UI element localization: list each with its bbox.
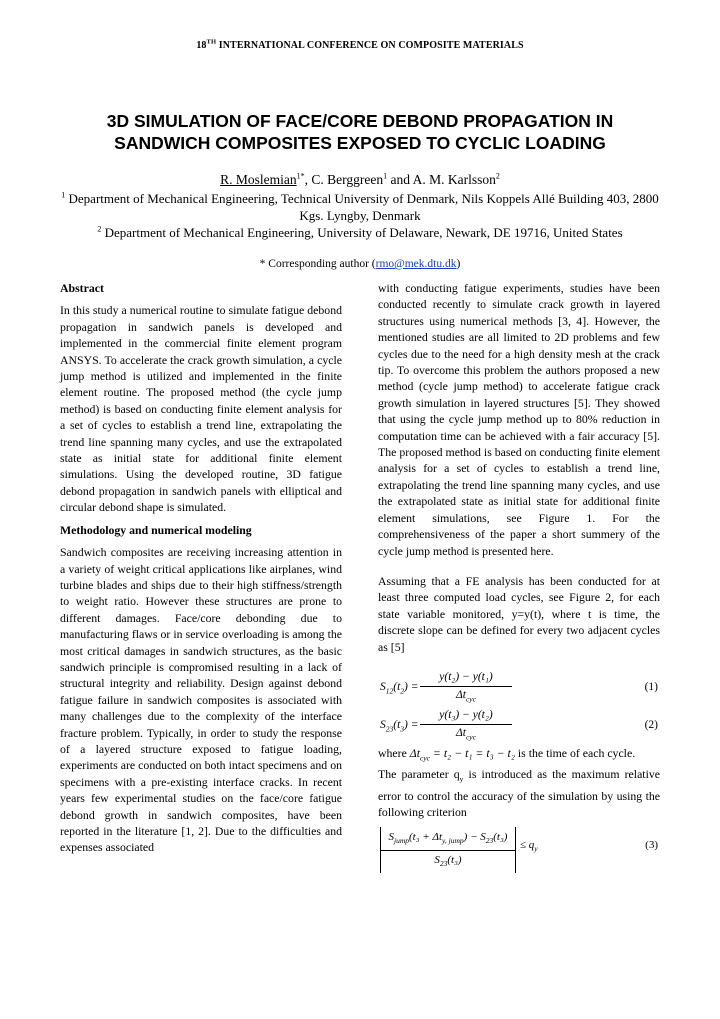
header-num: 18 [196, 40, 207, 51]
corresponding-author [0, 258, 720, 270]
eq1-numerator: y(t₂) − y(t₁) [420, 669, 512, 687]
right-para-1: with conducting fatigue experiments, studies have been conducted recently to simulate crack growth in layered structures using numerical methods [3, 4]. However, the mentioned studies are all limited to 2D problems and few cycles due to the need for a high density mesh at the crack tip. To overcome this problem the authors proposed a new method (cycle jump method) to accelerate fatigue crack growth simulation in layered structures [5]. They showed that using the cycle jump method up to 80% reduction in computation time can be achieved with a fair accuracy [5]. The proposed method is based on conducting finite element analysis for a set of cycles to establish a trend line, extrapolating the trend line spanning many cycles, and use the extrapolated state as initial state for additional finite element simulations, see Figure 1. For the comprehensiveness of the paper a short summery of the cycle jump method is presented here. [378, 281, 660, 558]
corresponding-email-link[interactable]: rmo@mek.dtu.dk [375, 258, 457, 270]
right-para-2: Assuming that a FE analysis has been conducted for at least three computed load cycles, see Figure 2, for each state variable monitored, y=y(t), where t is time, the discrete slope can be defined for every two adjacent cycles as [5] [378, 573, 660, 654]
eq3-denominator: $S_{23}(t_3)$ [434, 854, 462, 869]
affiliation-2-sup: 2 [97, 224, 102, 234]
affiliation-1-text: Department of Mechanical Engineering, Technical University of Denmark, Nils Koppels Allé Building 403, 2800 Kgs. Lyngby, Denmark [65, 191, 659, 223]
eq1-fraction [420, 669, 512, 708]
author-1-sup: 1* [296, 171, 305, 181]
left-column [60, 280, 342, 856]
equation-3 [378, 827, 660, 869]
equation-2 [378, 707, 660, 745]
conference-header [0, 40, 720, 51]
method-heading: Methodology and numerical modeling [60, 522, 252, 537]
author-1: R. Moslemian [220, 172, 297, 187]
header-sup: TH [206, 38, 217, 46]
eq3-label: (3) [645, 838, 658, 851]
title-line-2: SANDWICH COMPOSITES EXPOSED TO CYCLIC LOADING [114, 133, 606, 153]
right-para-3: The parameter $q_y$ is introduced as the maximum relative error to control the accuracy of the simulation by using the following criterion [378, 767, 660, 820]
eq3-fraction [380, 827, 516, 873]
eq2-lhs: $S_{23}(t_3)$ = [380, 718, 419, 734]
affiliation-2 [60, 224, 660, 241]
method-text: Sandwich composites are receiving increasing attention in a variety of weight critical applications like airplanes, wind turbine blades and ships due to their high stiffness/strength to weight ratio. However these structures are prone to different damages. Face/core debonding due to manufacturing flaws or in service overloading is among the most critical damages in sandwich structures, as the basic sandwich principle is compromised resulting in a lack of structural integrity and reliability. Design against debond fatigue failure in sandwich composites is associated with many challenges due to the complexity of the interface fracture problem. Typically, in order to study the response of a layered structure exposed to fatigue loading, experiments are conducted on both intact specimens and on specimens with a pre-existing interface cracks. In recent years few experimental studies on the face/core fatigue debond growth in sandwich composites, have been reported in the literature [1, 2]. Due to the difficulties and expenses associated [60, 545, 342, 855]
right-column [378, 280, 660, 869]
eq2-numerator: y(t₃) − y(t₂) [420, 707, 512, 725]
corresponding-prefix: * Corresponding author ( [259, 258, 376, 270]
author-3-sup: 2 [495, 171, 500, 181]
header-text: INTERNATIONAL CONFERENCE ON COMPOSITE MATERIALS [218, 40, 524, 51]
author-sep-2: and A. M. Karlsson [387, 172, 496, 187]
abstract-text: In this study a numerical routine to simulate fatigue debond propagation in sandwich panels is developed and implemented in the commercial finite element program ANSYS. To accelerate the crack growth simulation, a cycle jump method is utilized and implemented in the finite element routine. The proposed method (the cycle jump method) is based on conducting finite element analysis for a set of cycles to establish a trend line, extrapolating the trend line spanning many cycles, and use the extrapolated state as initial state for additional finite element simulations. Using the developed routine, 3D fatigue debond propagation in sandwich panels with elliptical and circular debond shape is simulated. [60, 303, 342, 515]
eq3-inequality: ≤ $q_y$ [520, 838, 538, 854]
author-2-sup: 1 [383, 171, 388, 181]
equation-1 [378, 669, 660, 707]
paper-title [50, 110, 670, 154]
abstract-heading: Abstract [60, 281, 104, 295]
title-line-1: 3D SIMULATION OF FACE/CORE DEBOND PROPAGATION IN [106, 111, 614, 131]
corresponding-suffix: ) [456, 258, 461, 270]
eq2-denominator: $\Delta t_{cyc}$ [456, 727, 476, 742]
eq3-numerator: $S_{jump}(t_3 + \Delta t_{y, jump}) - S_{23}(t_3)$ [381, 827, 515, 852]
authors [40, 172, 680, 188]
eq1-lhs: $S_{12}(t_2)$ = [380, 680, 419, 696]
eq2-label: (2) [644, 718, 658, 731]
affiliation-1 [60, 190, 660, 224]
affiliation-2-text: Department of Mechanical Engineering, University of Delaware, Newark, DE 19716, United States [101, 225, 623, 240]
eq1-denominator: $\Delta t_{cyc}$ [456, 689, 476, 704]
eq2-fraction [420, 707, 512, 746]
eq1-label: (1) [644, 680, 658, 693]
where-line: where $\Delta t_{cyc} = t_2 - t_1 = t_3 - t_2$ is the time of each cycle. [378, 745, 636, 763]
author-sep-1: , C. Berggreen [304, 172, 384, 187]
affiliation-1-sup: 1 [61, 190, 66, 200]
